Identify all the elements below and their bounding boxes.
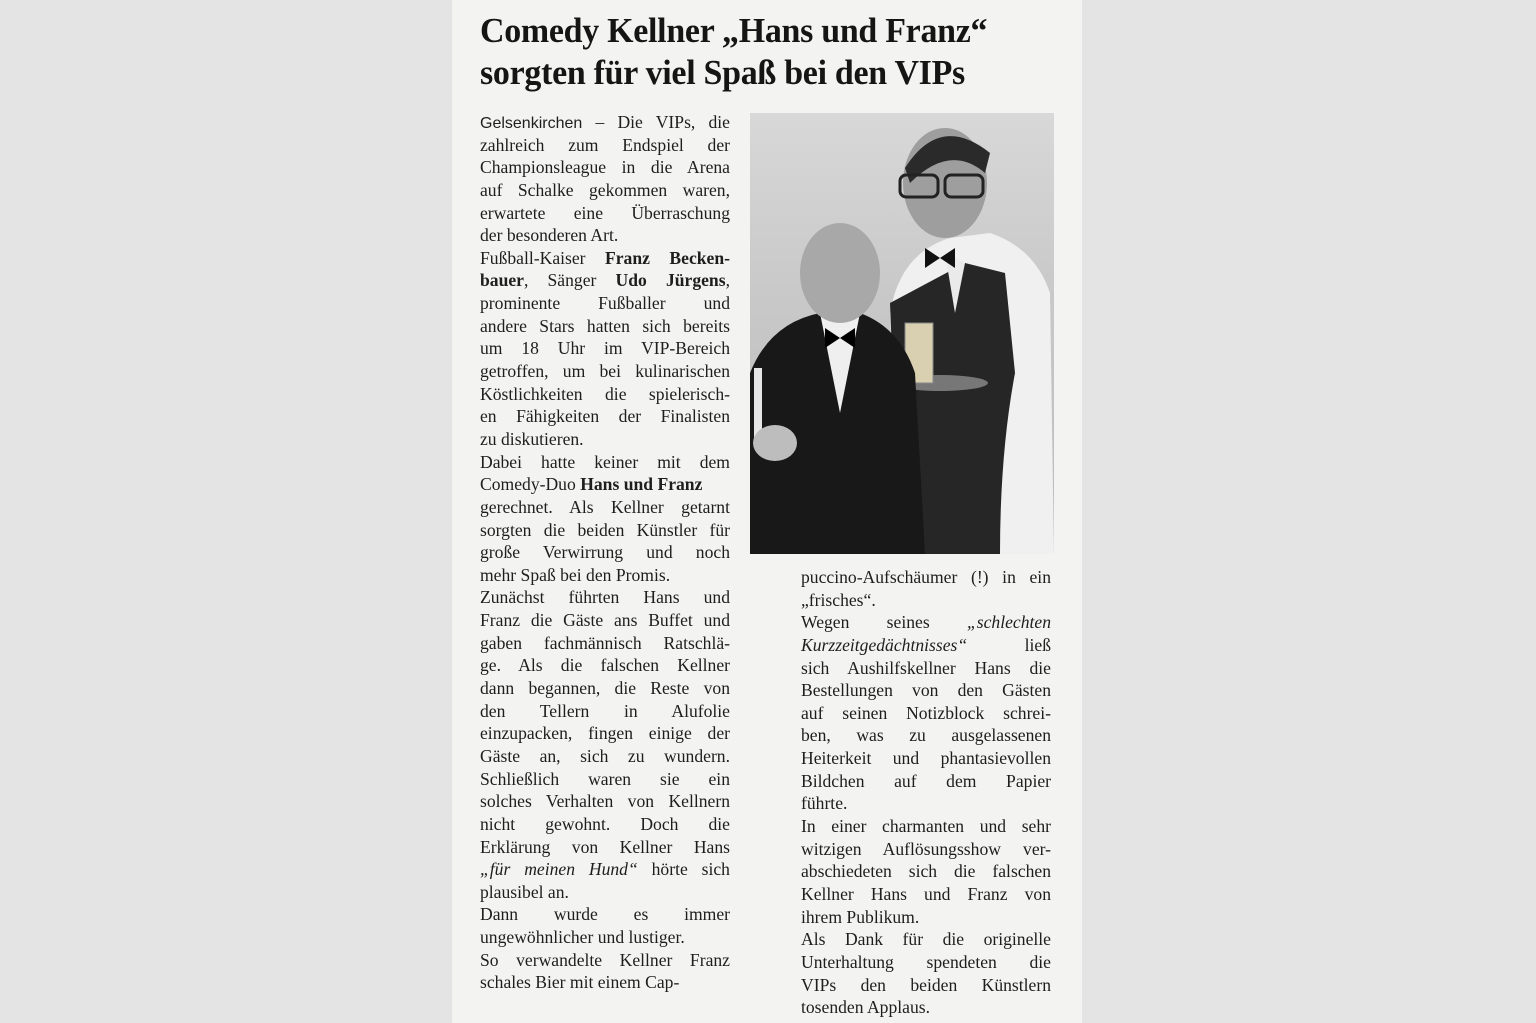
text-segment: Zunächst führten Hans und xyxy=(480,587,730,608)
bold-name: Franz Becken- xyxy=(605,247,730,268)
text-line xyxy=(480,700,730,723)
text-line xyxy=(801,792,1051,815)
text-line xyxy=(480,564,730,587)
text-segment: en Fähigkeiten der Finalisten xyxy=(480,406,730,427)
text-segment: auf seinen Notizblock schrei- xyxy=(801,702,1051,723)
text-segment: andere Stars hatten sich bereits xyxy=(480,315,730,336)
text-segment: getroffen, um bei kulinarischen xyxy=(480,361,730,382)
text-line xyxy=(801,724,1051,747)
text-segment: ließ xyxy=(967,634,1051,655)
text-line xyxy=(801,815,1051,838)
text-segment: Heiterkeit und phantasievollen xyxy=(801,748,1051,769)
text-segment: Gäste an, sich zu wundern. xyxy=(480,745,730,766)
text-segment: einzupacken, fingen einige der xyxy=(480,723,730,744)
text-line xyxy=(480,451,730,474)
text-segment: nicht gewohnt. Doch die xyxy=(480,813,730,834)
text-line xyxy=(801,702,1051,725)
text-segment: der besonderen Art. xyxy=(480,225,619,246)
text-line xyxy=(480,836,730,859)
bold-name: Hans und Franz xyxy=(580,474,703,495)
text-segment: – Die VIPs, die xyxy=(582,112,730,132)
text-line xyxy=(480,768,730,791)
text-line xyxy=(801,770,1051,793)
text-line xyxy=(480,405,730,428)
text-segment: plausibel an. xyxy=(480,881,569,902)
text-line xyxy=(480,677,730,700)
photo-two-waiters-icon xyxy=(750,113,1054,554)
text-line xyxy=(801,883,1051,906)
text-line xyxy=(480,315,730,338)
text-line xyxy=(480,722,730,745)
headline-line-1: Comedy Kellner „Hans und Franz“ xyxy=(480,11,988,50)
text-line xyxy=(480,134,730,157)
text-line xyxy=(480,519,730,542)
text-segment: Franz die Gäste ans Buffet und xyxy=(480,610,730,631)
text-line xyxy=(480,813,730,836)
article-column-left xyxy=(480,111,730,994)
text-segment: gerechnet. Als Kellner getarnt xyxy=(480,496,730,517)
text-line xyxy=(480,881,730,904)
text-line xyxy=(480,202,730,225)
text-segment: tosenden Applaus. xyxy=(801,997,931,1018)
text-segment: Unterhaltung spendeten die xyxy=(801,951,1051,972)
text-segment: , xyxy=(725,270,730,291)
text-line xyxy=(480,632,730,655)
text-segment: „frisches“. xyxy=(801,589,876,610)
text-segment: hörte sich xyxy=(637,859,730,880)
text-line xyxy=(801,951,1051,974)
headline xyxy=(480,10,1023,94)
text-segment: VIPs den beiden Künstlern xyxy=(801,974,1051,995)
text-segment: sorgten die beiden Künstler für xyxy=(480,519,730,540)
bold-name: Udo Jürgens xyxy=(615,270,726,291)
text-segment: führte. xyxy=(801,793,848,814)
article-column-right xyxy=(801,566,1051,1019)
text-line xyxy=(480,292,730,315)
text-line xyxy=(480,971,730,994)
text-line xyxy=(480,224,730,247)
text-segment: sich Aushilfskellner Hans die xyxy=(801,657,1051,678)
italic-quote: „für meinen Hund“ xyxy=(480,859,638,880)
italic-quote: Kurzzeitgedächtnisses“ xyxy=(801,634,968,655)
text-line xyxy=(480,903,730,926)
text-segment: Schließlich waren sie ein xyxy=(480,768,730,789)
text-line xyxy=(480,586,730,609)
text-segment: zu diskutieren. xyxy=(480,428,584,449)
text-line xyxy=(801,838,1051,861)
text-segment: erwartete eine Überraschung xyxy=(480,202,730,223)
text-line xyxy=(801,634,1051,657)
article-photo xyxy=(750,113,1054,554)
text-segment: ungewöhnlicher und lustiger. xyxy=(480,927,685,948)
text-line xyxy=(801,747,1051,770)
text-line xyxy=(480,360,730,383)
text-segment: , Sänger xyxy=(523,270,616,291)
text-segment: Erklärung von Kellner Hans xyxy=(480,836,730,857)
text-segment: Comedy-Duo xyxy=(480,474,581,495)
text-line xyxy=(480,541,730,564)
text-line xyxy=(801,906,1051,929)
text-line xyxy=(480,111,730,134)
text-segment: puccino-Aufschäumer (!) in ein xyxy=(801,567,1051,587)
text-line xyxy=(801,974,1051,997)
text-line xyxy=(801,996,1051,1019)
text-line xyxy=(801,566,1051,589)
text-line xyxy=(480,654,730,677)
text-segment: prominente Fußballer und xyxy=(480,293,730,314)
text-line xyxy=(480,383,730,406)
text-segment: witzigen Auflösungsshow ver- xyxy=(801,838,1051,859)
text-segment: Gelsenkirchen xyxy=(480,115,583,132)
text-line xyxy=(480,179,730,202)
text-segment: abschiedeten sich die falschen xyxy=(801,861,1051,882)
headline-line-2: sorgten für viel Spaß bei den VIPs xyxy=(480,53,965,92)
text-segment: ben, was zu ausgelassenen xyxy=(801,725,1051,746)
text-segment: schales Bier mit einem Cap- xyxy=(480,972,680,993)
text-line xyxy=(480,745,730,768)
text-line xyxy=(480,949,730,972)
text-line xyxy=(801,928,1051,951)
text-segment: ihrem Publikum. xyxy=(801,906,920,927)
text-segment: dann begannen, die Reste von xyxy=(480,678,730,699)
text-line xyxy=(480,269,730,292)
text-line xyxy=(480,247,730,270)
text-segment: Kellner Hans und Franz von xyxy=(801,883,1051,904)
text-line xyxy=(480,609,730,632)
text-line xyxy=(480,473,730,496)
text-line xyxy=(480,496,730,519)
text-segment: Köstlichkeiten die spielerisch- xyxy=(480,383,730,404)
text-segment: den Tellern in Alufolie xyxy=(480,700,730,721)
text-line xyxy=(801,589,1051,612)
text-line xyxy=(480,428,730,451)
text-segment: gaben fachmännisch Ratschlä- xyxy=(480,632,730,653)
text-segment: zahlreich zum Endspiel der xyxy=(480,134,730,155)
text-segment: Wegen seines xyxy=(801,612,967,633)
text-line xyxy=(801,860,1051,883)
text-segment: Als Dank für die originelle xyxy=(801,929,1051,950)
italic-quote: „schlechten xyxy=(966,612,1051,633)
text-segment: Dann wurde es immer xyxy=(480,904,730,925)
text-segment: Bildchen auf dem Papier xyxy=(801,770,1051,791)
text-line xyxy=(480,156,730,179)
text-segment: So verwandelte Kellner Franz xyxy=(480,949,730,970)
text-line xyxy=(480,926,730,949)
text-segment: In einer charmanten und sehr xyxy=(801,816,1051,837)
text-segment: Fußball-Kaiser xyxy=(480,247,605,268)
bold-name: bauer xyxy=(480,270,524,291)
text-segment: solches Verhalten von Kellnern xyxy=(480,791,730,812)
text-line xyxy=(480,790,730,813)
text-segment: um 18 Uhr im VIP-Bereich xyxy=(480,338,730,359)
text-segment: Dabei hatte keiner mit dem xyxy=(480,451,730,472)
text-line xyxy=(480,337,730,360)
text-segment: mehr Spaß bei den Promis. xyxy=(480,564,671,585)
text-segment: ge. Als die falschen Kellner xyxy=(480,655,730,676)
text-line xyxy=(801,657,1051,680)
text-line xyxy=(801,611,1051,634)
text-segment: Championsleague in die Arena xyxy=(480,157,730,178)
text-segment: Bestellungen von den Gästen xyxy=(801,680,1051,701)
text-segment: auf Schalke gekommen waren, xyxy=(480,179,730,200)
text-segment: große Verwirrung und noch xyxy=(480,542,730,563)
text-line xyxy=(480,858,730,881)
text-line xyxy=(801,679,1051,702)
